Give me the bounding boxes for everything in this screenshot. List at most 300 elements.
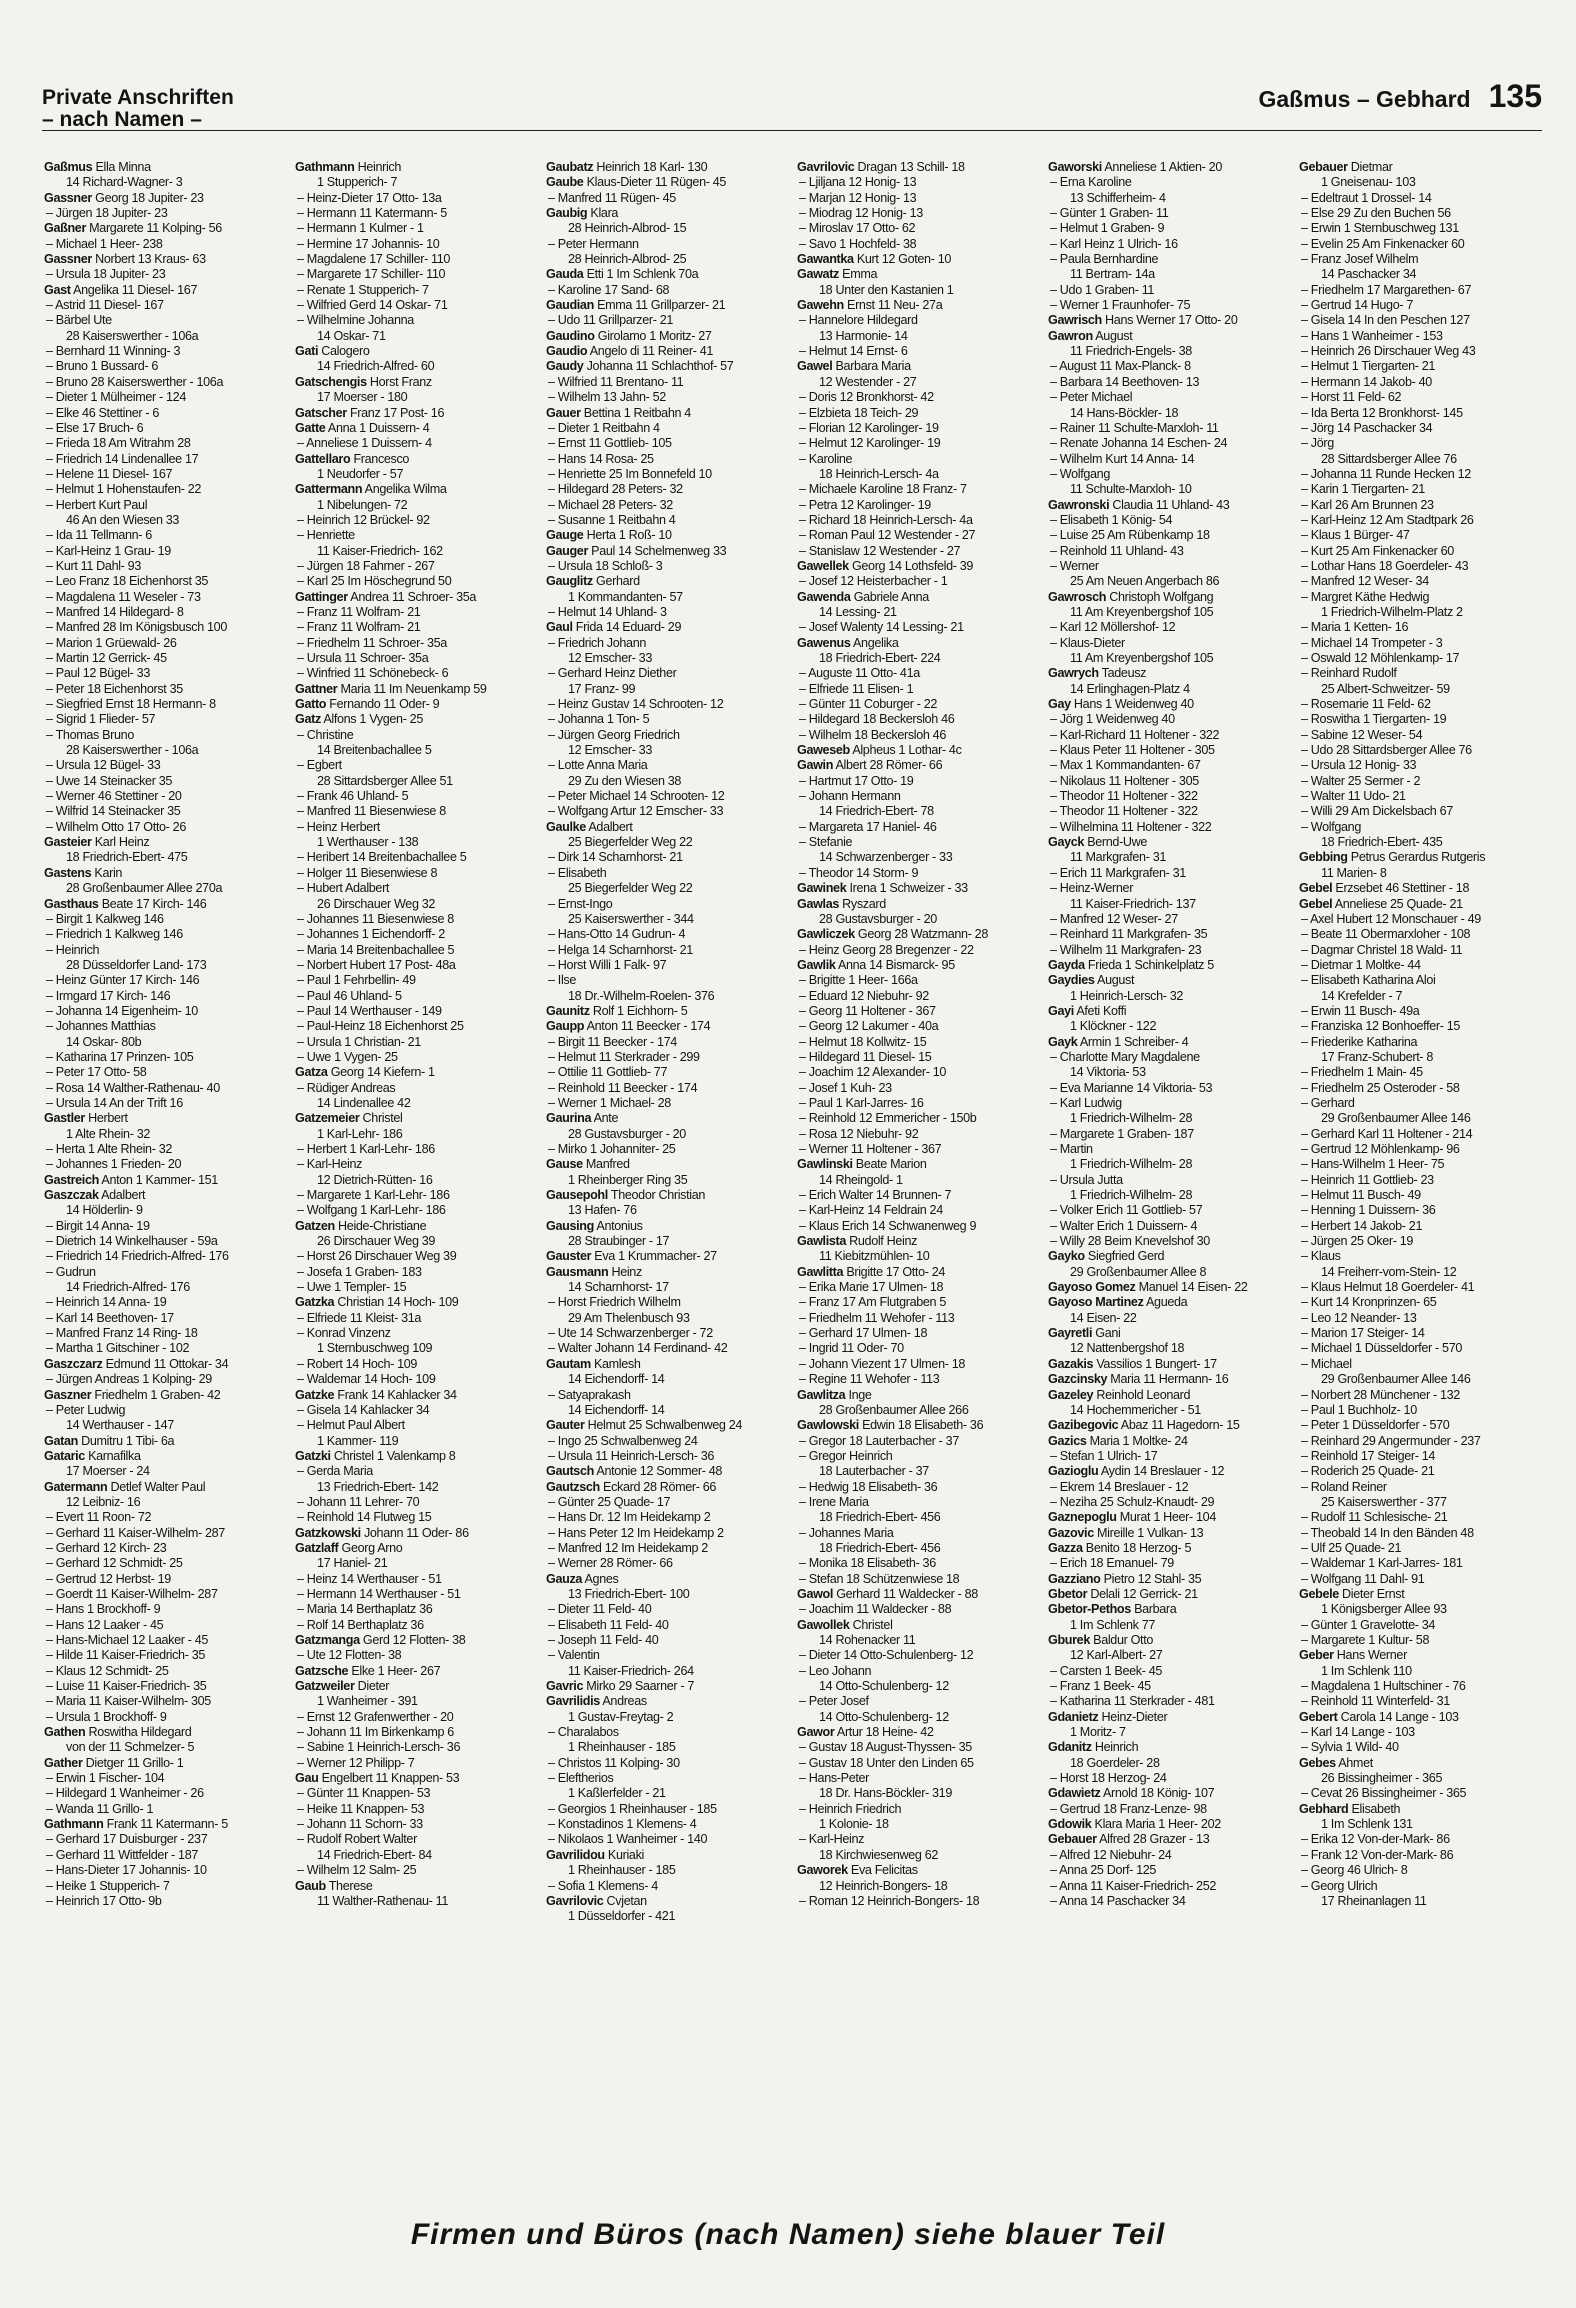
entry-member: – Udo 28 Sittardsberger Allee 76 <box>1301 743 1472 758</box>
entry-member: – Renate Johanna 14 Eschen- 24 <box>1050 436 1228 451</box>
entry-member: – Gustav 18 August-Thyssen- 35 <box>799 1740 972 1755</box>
entry-member: – Reinhard Rudolf <box>1301 666 1397 681</box>
entry-head <box>546 1249 791 1264</box>
entry-member: – Heinrich 14 Anna- 19 <box>46 1295 167 1310</box>
entry-member: – Wolfgang <box>1301 819 1361 834</box>
entry-member: – Paul 1 Buchholz- 10 <box>1301 1402 1417 1417</box>
entry-head <box>1048 1464 1293 1479</box>
surname: Gebauer <box>1048 1832 1097 1847</box>
entry-member: – Udo 11 Grillparzer- 21 <box>548 313 674 328</box>
entry-member: – Erich 18 Emanuel- 79 <box>1050 1556 1174 1571</box>
entry-member: – Leo Franz 18 Eichenhorst 35 <box>46 574 209 589</box>
entry-member: – Hartmut 17 Otto- 19 <box>799 773 914 788</box>
surname: Gaworski <box>1048 160 1102 174</box>
entry-detail: Artur 18 Heine- 42 <box>834 1725 934 1740</box>
entry-member: – Margareta 17 Haniel- 46 <box>799 819 937 834</box>
entry-detail: Hans Werner <box>1333 1648 1407 1663</box>
surname: Gaudio <box>546 344 588 359</box>
entry-member: – Helene 11 Diesel- 167 <box>46 466 173 481</box>
entry-head <box>295 1879 540 1894</box>
entry-member: – Klaus 1 Bürger- 47 <box>1301 528 1410 543</box>
entry-member: – Georgios 1 Rheinhauser - 185 <box>548 1801 717 1816</box>
entry-detail: Erzsebet 46 Stettiner - 18 <box>1332 881 1470 896</box>
entry-head <box>1048 666 1293 681</box>
entry-detail: Heinz-Dieter <box>1098 1709 1168 1724</box>
entry-detail: Eva Felicitas <box>847 1863 918 1878</box>
entry-detail: Barbara <box>1130 1602 1177 1617</box>
surname: Gdanietz <box>1048 1709 1099 1724</box>
entry-head <box>1048 958 1293 973</box>
entry-detail: Georg 14 Lothsfeld- 39 <box>848 558 974 573</box>
entry-head <box>546 175 791 190</box>
entry-member: – Wolfgang 1 Karl-Lehr- 186 <box>297 1203 446 1218</box>
entry-member: – Reinhold 11 Beecker - 174 <box>548 1080 698 1095</box>
entry-member: – Gudrun <box>46 1264 96 1279</box>
entry-member: – Erna Karoline <box>1050 175 1132 190</box>
entry-member: – Ida 11 Tellmann- 6 <box>46 528 152 543</box>
entry-head <box>546 359 791 374</box>
entry-member: – Sabine 1 Heinrich-Lersch- 36 <box>297 1740 461 1755</box>
entry-member: – Michael 1 Düsseldorfer - 570 <box>1301 1341 1462 1356</box>
entry-address: 11 Schulte-Marxloh- 10 <box>1070 482 1192 497</box>
entry-member: – Susanne 1 Reitbahn 4 <box>548 512 676 527</box>
entry-member: – Udo 1 Graben- 11 <box>1050 282 1155 297</box>
entry-member: – Günter 11 Knappen- 53 <box>297 1786 431 1801</box>
entry-member: – Margarete 1 Karl-Lehr- 186 <box>297 1188 450 1203</box>
surname: Gausepohl <box>546 1188 608 1203</box>
surname: Gattermann <box>295 482 363 497</box>
entry-member: – Dietmar 1 Moltke- 44 <box>1301 957 1421 972</box>
entry-member: – Franz 17 Am Flutgraben 5 <box>799 1295 947 1310</box>
entry-member: – Wolfgang Artur 12 Emscher- 33 <box>548 804 724 819</box>
entry-member: – Margarete 1 Graben- 187 <box>1050 1126 1194 1141</box>
entry-member: – Kurt 25 Am Finkenacker 60 <box>1301 543 1454 558</box>
surname: Gatz <box>295 712 321 727</box>
surname: Gauster <box>546 1249 592 1264</box>
entry-member: – Henriette 25 Im Bonnefeld 10 <box>548 466 712 481</box>
column-5 <box>1048 160 1293 2220</box>
entry-member: – Karoline <box>799 451 853 466</box>
entry-detail: Barbara Maria <box>832 359 911 374</box>
entry-member: – Friedhelm 17 Margarethen- 67 <box>1301 282 1472 297</box>
entry-head <box>546 1004 791 1019</box>
entry-head <box>1048 835 1293 850</box>
entry-member: – Franz 11 Wolfram- 21 <box>297 604 421 619</box>
entry-address: 12 Nattenbergshof 18 <box>1070 1341 1185 1356</box>
entry-detail: Dieter <box>354 1679 390 1694</box>
entry-detail: Gerhard <box>592 574 640 589</box>
entry-member: – Manfred 12 Im Heidekamp 2 <box>548 1540 708 1555</box>
entry-member: – Theodor 14 Storm- 9 <box>799 865 919 880</box>
entry-head <box>295 160 540 175</box>
entry-member: – Miodrag 12 Honig- 13 <box>799 206 923 221</box>
entry-member: – Frank 46 Uhland- 5 <box>297 789 409 804</box>
surname: Gebel <box>1299 896 1333 911</box>
entry-detail: Maria 11 Im Neuenkamp 59 <box>337 681 487 696</box>
surname: Gawor <box>797 1725 835 1740</box>
entry-member: – Wilfried Gerd 14 Oskar- 71 <box>297 298 448 313</box>
entry-address: 1 Gneisenau- 103 <box>1321 175 1416 190</box>
entry-member: – Manfred 28 Im Königsbusch 100 <box>46 620 227 635</box>
entry-address: 13 Friedrich-Ebert- 142 <box>317 1479 439 1494</box>
entry-member: – Friedrich 14 Friedrich-Alfred- 176 <box>46 1249 229 1264</box>
entry-address: 11 Kaiser-Friedrich- 264 <box>568 1663 694 1678</box>
surname: Gebel <box>1299 881 1333 896</box>
entry-head <box>1048 1817 1293 1832</box>
entry-detail: Inge <box>845 1387 872 1402</box>
entry-detail: Georg Arno <box>338 1540 403 1555</box>
entry-address: 14 Scharnhorst- 17 <box>568 1280 669 1295</box>
entry-head <box>1048 590 1293 605</box>
entry-head <box>546 298 791 313</box>
entry-member: – Friedrich Johann <box>548 635 647 650</box>
entry-member: – Ingo 25 Schwalbenweg 24 <box>548 1433 698 1448</box>
entry-detail: Etti 1 Im Schlenk 70a <box>583 267 699 282</box>
entry-member: – Josefa 1 Graben- 183 <box>297 1264 422 1279</box>
entry-member: – Helmut 11 Sterkrader - 299 <box>548 1049 700 1064</box>
entry-member: – Werner 46 Stettiner - 20 <box>46 789 182 804</box>
entry-member: – Stefan 1 Ulrich- 17 <box>1050 1448 1158 1463</box>
entry-member: – Auguste 11 Otto- 41a <box>799 666 920 681</box>
entry-member: – Franz 1 Beek- 45 <box>1050 1679 1151 1694</box>
entry-member: – Florian 12 Karolinger- 19 <box>799 420 939 435</box>
entry-member: – Horst 18 Herzog- 24 <box>1050 1771 1167 1786</box>
entry-member: – Peter 18 Eichenhorst 35 <box>46 681 183 696</box>
entry-head <box>797 958 1042 973</box>
entry-member: – Hilde 11 Kaiser-Friedrich- 35 <box>46 1648 205 1663</box>
entry-address: 14 Hochemmericher - 51 <box>1070 1402 1201 1417</box>
entry-member: – Horst Friedrich Wilhelm <box>548 1295 681 1310</box>
entry-address: 14 Werthauser - 147 <box>66 1418 174 1433</box>
entry-member: – Karl 25 Im Höschegrund 50 <box>297 574 452 589</box>
entry-member: – Heinz Herbert <box>297 819 380 834</box>
entry-detail: Heide-Christiane <box>334 1218 427 1233</box>
entry-head <box>1048 1357 1293 1372</box>
entry-member: – Ute 12 Flotten- 38 <box>297 1648 402 1663</box>
surname: Gather <box>44 1755 83 1770</box>
entry-member: – Wilfrid 14 Steinacker 35 <box>46 804 181 819</box>
entry-member: – Henriette <box>297 528 355 543</box>
entry-head <box>295 712 540 727</box>
entry-detail: Anton 11 Beecker - 174 <box>584 1019 711 1034</box>
column-6 <box>1299 160 1544 2220</box>
entry-member: – Ernst 11 Gottlieb- 105 <box>548 436 672 451</box>
entry-address: 1 Rheinhauser - 185 <box>568 1740 676 1755</box>
entry-address: 14 Krefelder - 7 <box>1321 988 1403 1003</box>
column-3 <box>546 160 791 2220</box>
entry-member: – Monika 18 Elisabeth- 36 <box>799 1556 936 1571</box>
entry-member: – Johannes 11 Biesenwiese 8 <box>297 911 454 926</box>
entry-member: – Karl-Heinz 1 Grau- 19 <box>46 543 171 558</box>
surname: Gaudino <box>546 328 595 343</box>
entry-head <box>797 1388 1042 1403</box>
entry-member: – Wilhelm Otto 17 Otto- 26 <box>46 819 186 834</box>
entry-member: – Gerhard 12 Schmidt- 25 <box>46 1556 183 1571</box>
surname: Gaulke <box>546 819 586 834</box>
entry-head <box>44 221 289 236</box>
entry-head <box>797 743 1042 758</box>
entry-address: 1 Nibelungen- 72 <box>317 497 408 512</box>
surname: Gazics <box>1048 1433 1087 1448</box>
entry-address: 17 Moerser - 24 <box>66 1464 150 1479</box>
entry-head <box>1048 160 1293 175</box>
entry-detail: Adalbert <box>98 1188 146 1203</box>
entry-member: – Heinz-Werner <box>1050 881 1134 896</box>
entry-member: – Manfred 14 Hildegard- 8 <box>46 604 184 619</box>
entry-address: 18 Lauterbacher - 37 <box>819 1464 929 1479</box>
entry-member: – Karl-Heinz 14 Feldrain 24 <box>799 1203 943 1218</box>
entry-member: – Reinhold 17 Steiger- 14 <box>1301 1448 1436 1463</box>
entry-member: – Michael 14 Trompeter - 3 <box>1301 635 1443 650</box>
surname: Gburek <box>1048 1633 1090 1647</box>
entry-detail: Manfred <box>582 1157 630 1172</box>
surname: Gebhard <box>1299 1801 1349 1816</box>
entry-member: – Birgit 14 Anna- 19 <box>46 1218 150 1233</box>
entry-address: 14 Oskar- 71 <box>317 328 386 343</box>
entry-head <box>295 1526 540 1541</box>
surname: Gattellaro <box>295 451 351 466</box>
entry-detail: Heinrich <box>1091 1740 1139 1755</box>
surname: Gaydies <box>1048 973 1095 988</box>
entry-member: – Alfred 12 Niebuhr- 24 <box>1050 1847 1172 1862</box>
entry-detail: Edwin 18 Elisabeth- 36 <box>858 1418 984 1433</box>
entry-member: – Hedwig 18 Elisabeth- 36 <box>799 1479 938 1494</box>
entry-member: – Magdalene 17 Schiller- 110 <box>297 252 451 267</box>
surname: Gawatz <box>797 267 839 282</box>
surname: Gattner <box>295 681 338 696</box>
entry-member: – Reinhold 11 Uhland- 43 <box>1050 543 1184 558</box>
surname: Gastreich <box>44 1172 99 1187</box>
entry-member: – Friedrich 1 Kalkweg 146 <box>46 927 183 942</box>
entry-member: – Herbert Kurt Paul <box>46 497 148 512</box>
entry-detail: Klara <box>587 206 619 221</box>
surname: Gawel <box>797 359 833 374</box>
entry-member: – Wilhelm Kurt 14 Anna- 14 <box>1050 451 1195 466</box>
entry-member: – Karl-Heinz 12 Am Stadtpark 26 <box>1301 512 1474 527</box>
surname: Gawenus <box>797 635 851 650</box>
entry-member: – Oswald 12 Möhlenkamp- 17 <box>1301 651 1460 665</box>
entry-member: – Franz Josef Wilhelm <box>1301 252 1419 267</box>
entry-detail: Georg 18 Jupiter- 23 <box>91 190 204 205</box>
entry-address: von der 11 Schmelzer- 5 <box>66 1740 195 1755</box>
entry-head <box>1048 1710 1293 1725</box>
entry-detail: Georg 28 Watzmann- 28 <box>854 927 988 942</box>
entry-member: – Maria 11 Kaiser-Wilhelm- 305 <box>46 1694 211 1709</box>
entry-member: – Dirk 14 Scharnhorst- 21 <box>548 850 683 865</box>
entry-member: – Klaus Helmut 18 Goerdeler- 41 <box>1301 1280 1475 1295</box>
entry-member: – Jörg <box>1301 436 1334 451</box>
entry-member: – Rosemarie 11 Feld- 62 <box>1301 697 1431 712</box>
entry-member: – Eduard 12 Niebuhr- 92 <box>799 988 929 1003</box>
surname: Gaweseb <box>797 743 850 758</box>
entry-head <box>797 758 1042 773</box>
entry-head <box>295 682 540 697</box>
entry-detail: Irena 1 Schweizer - 33 <box>846 881 968 896</box>
entry-member: – Roland Reiner <box>1301 1479 1387 1494</box>
entry-detail: Calogero <box>318 344 370 359</box>
surname: Gaudian <box>546 298 594 313</box>
entry-member: – Friedhelm 25 Osteroder - 58 <box>1301 1080 1460 1095</box>
entry-member: – Karl-Heinz <box>799 1832 865 1847</box>
entry-member: – Anneliese 1 Duissern- 4 <box>297 436 432 451</box>
surname: Gatan <box>44 1433 78 1448</box>
surname: Gaßner <box>44 221 86 236</box>
entry-member: – Neziha 25 Schulz-Knaudt- 29 <box>1050 1494 1215 1509</box>
page-header <box>42 78 1542 132</box>
entry-member: – Hans Peter 12 Im Heidekamp 2 <box>548 1525 724 1540</box>
entry-member: – Heinrich 11 Gottlieb- 23 <box>1301 1172 1434 1187</box>
entry-head <box>1048 1526 1293 1541</box>
entry-member: – Rolf 14 Berthaplatz 36 <box>297 1617 424 1632</box>
entry-member: – Ekrem 14 Breslauer - 12 <box>1050 1479 1189 1494</box>
entry-member: – Helga 14 Scharnhorst- 21 <box>548 942 693 957</box>
entry-member: – Georg 11 Holtener - 367 <box>799 1003 936 1018</box>
surname: Gay <box>1048 697 1071 712</box>
surname: Gatzsche <box>295 1663 349 1678</box>
entry-member: – Stefanie <box>799 835 853 850</box>
entry-address: 14 Schwarzenberger - 33 <box>819 850 953 865</box>
entry-head <box>44 160 289 175</box>
entry-member: – Friedhelm 11 Wehofer - 113 <box>799 1310 955 1325</box>
entry-member: – Horst Willi 1 Falk- 97 <box>548 957 667 972</box>
entry-member: – Ute 14 Schwarzenberger - 72 <box>548 1326 713 1341</box>
entry-member: – Valentin <box>548 1648 600 1663</box>
entry-detail: Andrea 11 Schroer- 35a <box>347 589 477 604</box>
entry-member: – Joseph 11 Feld- 40 <box>548 1633 659 1647</box>
entry-member: – Karl 26 Am Brunnen 23 <box>1301 497 1434 512</box>
entry-detail: Elke 1 Heer- 267 <box>348 1663 441 1678</box>
entry-detail: Maria 1 Moltke- 24 <box>1086 1433 1188 1448</box>
surname: Gaszner <box>44 1387 92 1402</box>
surname: Gayda <box>1048 957 1085 972</box>
surname: Gawlinski <box>797 1157 853 1172</box>
entry-head <box>295 1219 540 1234</box>
entry-head <box>546 620 791 635</box>
entry-address: 11 Markgrafen- 31 <box>1070 850 1167 865</box>
surname: Gawollek <box>797 1617 850 1632</box>
header-rule <box>42 130 1542 131</box>
entry-head <box>1299 1756 1544 1771</box>
entry-member: – Gerhard 17 Duisburger - 237 <box>46 1832 208 1847</box>
entry-member: – Sigrid 1 Flieder- 57 <box>46 712 156 727</box>
entry-member: – Heike 1 Stupperich- 7 <box>46 1878 170 1893</box>
entry-address: 14 Otto-Schulenberg- 12 <box>819 1679 949 1694</box>
entry-member: – Birgit 11 Beecker - 174 <box>548 1034 677 1049</box>
surname: Gawronski <box>1048 497 1110 512</box>
entry-head <box>546 1219 791 1234</box>
entry-address: 46 An den Wiesen 33 <box>66 512 180 527</box>
entry-member: – Hermann 14 Werthauser - 51 <box>297 1586 461 1601</box>
entry-member: – Hans 12 Laaker - 45 <box>46 1617 164 1632</box>
entry-head <box>295 452 540 467</box>
entry-head <box>797 590 1042 605</box>
entry-member: – Ursula 14 An der Trift 16 <box>46 1095 183 1110</box>
entry-detail: Horst Franz <box>366 374 432 389</box>
entry-member: – Marjan 12 Honig- 13 <box>799 190 917 205</box>
entry-detail: Margarete 11 Kolping- 56 <box>86 221 222 236</box>
surname: Gati <box>295 344 319 359</box>
entry-head <box>44 1111 289 1126</box>
entry-detail: Beate Marion <box>852 1157 927 1172</box>
entry-member: – Michael <box>1301 1356 1352 1371</box>
entry-detail: Theodor Christian <box>607 1188 706 1203</box>
entry-member: – Eva Marianne 14 Viktoria- 53 <box>1050 1080 1213 1095</box>
entry-detail: Manuel 14 Eisen- 22 <box>1135 1280 1248 1295</box>
entry-address: 17 Franz- 99 <box>568 681 636 696</box>
entry-member: – Ljiljana 12 Honig- 13 <box>799 175 917 190</box>
entry-head <box>546 406 791 421</box>
surname: Gaubatz <box>546 160 594 174</box>
entry-head <box>1048 1249 1293 1264</box>
entry-member: – Cevat 26 Bissingheimer - 365 <box>1301 1786 1467 1801</box>
entry-head <box>295 1111 540 1126</box>
entry-address: 28 Sittardsberger Allee 51 <box>317 773 453 788</box>
surname: Gawehn <box>797 298 844 313</box>
surname: Gatzweiler <box>295 1679 355 1694</box>
entry-address: 11 Am Kreyenbergshof 105 <box>1070 651 1214 665</box>
entry-address: 18 Friedrich-Ebert- 224 <box>819 651 941 665</box>
entry-member: – Doris 12 Bronkhorst- 42 <box>799 390 934 405</box>
entry-member: – Ida Berta 12 Bronkhorst- 145 <box>1301 405 1463 420</box>
entry-detail: Frank 14 Kahlacker 34 <box>334 1387 457 1402</box>
entry-head <box>797 1234 1042 1249</box>
entry-member: – Uwe 1 Templer- 15 <box>297 1280 407 1295</box>
entry-detail: Karnafilka <box>84 1448 141 1463</box>
entry-address: 1 Friedrich-Wilhelm-Platz 2 <box>1321 604 1463 619</box>
entry-detail: Frieda 1 Schinkelplatz 5 <box>1084 957 1214 972</box>
entry-head <box>797 1618 1042 1633</box>
entry-head <box>1048 1035 1293 1050</box>
entry-member: – Egbert <box>297 758 342 773</box>
entry-detail: Fernando 11 Oder- 9 <box>326 697 440 712</box>
entry-member: – Reinhold 14 Flutweg 15 <box>297 1510 432 1525</box>
entry-member: – Konstadinos 1 Klemens- 4 <box>548 1817 697 1832</box>
entry-head <box>1048 697 1293 712</box>
surname: Gataric <box>44 1448 85 1463</box>
entry-member: – Kurt 14 Kronprinzen- 65 <box>1301 1295 1437 1310</box>
entry-member: – Hans 1 Wanheimer - 153 <box>1301 328 1443 343</box>
entry-member: – Friedrich 14 Lindenallee 17 <box>46 451 199 466</box>
entry-address: 25 Kaiserswerther - 377 <box>1321 1494 1447 1509</box>
surname: Gavrilovic <box>546 1893 604 1908</box>
entry-address: 1 Kammer- 119 <box>317 1433 399 1448</box>
entry-address: 29 Am Thelenbusch 93 <box>568 1310 690 1325</box>
entry-detail: Albert 28 Römer- 66 <box>833 758 943 773</box>
entry-detail: Heinz <box>608 1264 642 1279</box>
entry-detail: Anna 1 Duissern- 4 <box>325 420 430 435</box>
entry-member: – Sabine 12 Weser- 54 <box>1301 727 1423 742</box>
surname: Gawlista <box>797 1234 846 1249</box>
entry-member: – Nikolaus 11 Holtener - 305 <box>1050 773 1199 788</box>
entry-detail: Kuriaki <box>604 1847 644 1862</box>
entry-member: – Brigitte 1 Heer- 166a <box>799 973 918 988</box>
entry-member: – Savo 1 Hochfeld- 38 <box>799 236 917 251</box>
entry-member: – Max 1 Kommandanten- 67 <box>1050 758 1201 773</box>
entry-member: – Maria 1 Ketten- 16 <box>1301 620 1409 635</box>
entry-detail: Angelika <box>850 635 899 650</box>
entry-head <box>295 1664 540 1679</box>
entry-head <box>44 283 289 298</box>
entry-detail: Gani <box>1092 1326 1121 1341</box>
entry-member: – Luise 25 Am Rübenkamp 18 <box>1050 528 1210 543</box>
entry-address: 1 Wanheimer - 391 <box>317 1694 418 1709</box>
entry-head <box>546 1265 791 1280</box>
entry-member: – Johann 11 Im Birkenkamp 6 <box>297 1725 454 1740</box>
entry-member: – Irene Maria <box>799 1494 869 1509</box>
entry-address: 1 Düsseldorfer - 421 <box>568 1909 676 1924</box>
entry-address: 1 Rheinhauser - 185 <box>568 1863 676 1878</box>
entry-member: – Martha 1 Gitschiner - 102 <box>46 1341 190 1356</box>
